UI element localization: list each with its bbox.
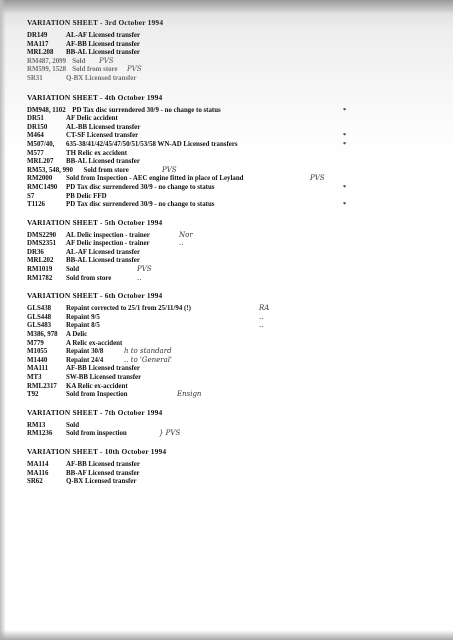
section-heading: VARIATION SHEET - 3rd October 1994 xyxy=(27,18,164,27)
handwritten-note: .. xyxy=(259,312,264,321)
vehicle-code: M779 xyxy=(27,339,44,347)
vehicle-code: DM948, 1102 xyxy=(27,106,66,114)
entry-description: Sold from store xyxy=(72,66,118,74)
entry-description: 635-38/41/42/45/47/50/51/53/58 WN-AD Licensed transfers xyxy=(66,140,238,148)
section-heading: VARIATION SHEET - 10th October 1994 xyxy=(27,446,167,456)
entry-row xyxy=(27,75,437,84)
entry-description: Sold from inspection xyxy=(66,430,127,438)
entry-row xyxy=(27,275,437,284)
entry-description: PD Tax disc surrendered 30/9 - no change to status xyxy=(66,183,215,191)
entry-row xyxy=(27,430,437,439)
scan-shadow-left xyxy=(0,0,6,640)
asterisk-mark: * xyxy=(343,183,347,191)
handwritten-note: .. xyxy=(179,239,184,248)
vehicle-code: T1126 xyxy=(27,201,45,209)
entry-row xyxy=(27,167,437,176)
vehicle-code: M464 xyxy=(27,132,44,140)
vehicle-code: DR149 xyxy=(27,32,48,39)
variation-sheet-section xyxy=(27,218,437,284)
entry-description: A Relic ex-accident xyxy=(66,339,123,347)
entry-row xyxy=(27,175,437,184)
entry-row xyxy=(27,374,437,383)
vehicle-code: DR51 xyxy=(27,115,44,123)
handwritten-note: h to standard xyxy=(124,347,172,356)
entry-description: Sold xyxy=(66,266,80,274)
entry-description: AF-BB Licensed transfer xyxy=(66,460,140,468)
entry-description: BB-AL Licensed transfer xyxy=(66,158,140,166)
entry-description: SW-BB Licensed transfer xyxy=(66,374,142,381)
entry-description: AF-BB Licensed transfer xyxy=(66,365,140,373)
handwritten-note: PVS xyxy=(162,165,177,174)
entry-description: AL-AF Licensed transfer xyxy=(66,32,140,39)
handwritten-note: } PVS xyxy=(159,429,181,438)
vehicle-code: MA116 xyxy=(27,469,49,477)
vehicle-code: MA111 xyxy=(27,365,49,373)
entry-row xyxy=(27,66,437,75)
handwritten-note: .. xyxy=(137,273,142,282)
entry-row xyxy=(27,32,437,41)
vehicle-code: M1055 xyxy=(27,348,48,356)
variation-sheet-section xyxy=(27,291,437,400)
vehicle-code: MA117 xyxy=(27,40,49,48)
entry-description: Repaint 24/4 xyxy=(66,356,104,364)
entry-row xyxy=(27,115,437,124)
handwritten-note: PVS xyxy=(137,265,152,274)
vehicle-code: SR31 xyxy=(27,74,43,82)
scan-shadow-top xyxy=(0,0,453,14)
entry-row xyxy=(27,478,437,487)
vehicle-code: M507/40, xyxy=(27,140,55,148)
entry-description: AL-AF Licensed transfer xyxy=(66,248,140,256)
entry-description: Repaint 8/5 xyxy=(66,322,100,330)
entry-row xyxy=(27,240,437,249)
entry-row xyxy=(27,266,437,275)
entry-description: AF-BB Licensed transfer xyxy=(66,40,140,48)
entry-description: BB-AL Licensed transfer xyxy=(66,257,140,265)
entry-row xyxy=(27,249,437,258)
asterisk-mark: * xyxy=(343,132,347,140)
handwritten-note: .. xyxy=(259,321,264,330)
variation-sheet-section xyxy=(27,408,437,439)
entry-description: BB-AL Licensed transfer xyxy=(66,49,140,57)
entry-row xyxy=(27,49,437,58)
entry-row xyxy=(27,470,437,479)
vehicle-code: RM1236 xyxy=(27,430,53,438)
entry-row xyxy=(27,41,437,50)
entry-row xyxy=(27,383,437,392)
variation-sheets xyxy=(27,18,437,495)
entry-description: AF Delic inspection - trainer xyxy=(66,240,150,248)
vehicle-code: M386, 978 xyxy=(27,331,58,339)
entry-row xyxy=(27,201,437,210)
asterisk-mark: * xyxy=(343,140,347,148)
entry-row xyxy=(27,58,437,67)
entry-row xyxy=(27,305,437,314)
entry-row xyxy=(27,257,437,266)
vehicle-code: RM53, 548, 990 xyxy=(27,166,73,174)
entry-row xyxy=(27,132,437,141)
handwritten-note: PVS xyxy=(310,174,325,183)
handwritten-note: PVS xyxy=(99,56,114,65)
entry-description: Repaint corrected to 25/1 from 25/11/94 (!) xyxy=(66,305,191,313)
entry-description: PD Tax disc surrendered 30/9 - no change to status xyxy=(72,106,221,114)
entry-description: Sold from Inspection - AEC engine fitted in place of Leyland xyxy=(66,175,244,183)
entry-row xyxy=(27,124,437,133)
entry-description: Q-BX Licensed transfer xyxy=(66,478,137,486)
entry-description: PD Tax disc surrendered 30/9 - no change to status xyxy=(66,201,215,209)
entry-description: PB Delic FFD xyxy=(66,192,107,200)
vehicle-code: RM13 xyxy=(27,421,46,429)
handwritten-note: Ensign xyxy=(177,390,202,399)
entry-row xyxy=(27,314,437,323)
variation-sheet-section xyxy=(27,18,437,84)
entry-row xyxy=(27,422,437,431)
entry-row xyxy=(27,107,437,116)
vehicle-code: GLS448 xyxy=(27,313,52,321)
entry-description: Sold xyxy=(66,421,80,429)
entry-row xyxy=(27,357,437,366)
vehicle-code: MT3 xyxy=(27,374,42,381)
vehicle-code: DR36 xyxy=(27,248,44,256)
entry-description: A Delic xyxy=(66,331,88,339)
section-heading: VARIATION SHEET - 5th October 1994 xyxy=(27,217,163,227)
entry-description: Sold from store xyxy=(83,166,129,174)
section-heading: VARIATION SHEET - 6th October 1994 xyxy=(27,291,163,301)
entry-description: CT-SF Licensed transfer xyxy=(66,132,139,140)
entry-row xyxy=(27,150,437,159)
entry-row xyxy=(27,461,437,470)
vehicle-code: MRL208 xyxy=(27,49,54,57)
entry-row xyxy=(27,158,437,167)
section-heading: VARIATION SHEET - 7th October 1994 xyxy=(27,407,163,417)
entry-row xyxy=(27,184,437,193)
entry-row xyxy=(27,365,437,374)
entry-description: TH Relic ex accident xyxy=(66,149,128,157)
vehicle-code: RMC1490 xyxy=(27,183,58,191)
handwritten-note: PVS xyxy=(127,65,142,74)
entry-description: KA Relic ex-accident xyxy=(66,382,128,390)
entry-row xyxy=(27,141,437,150)
entry-row xyxy=(27,348,437,357)
entry-description: Sold from Inspection xyxy=(66,391,128,399)
entry-description: BB-AF Licensed transfer xyxy=(66,469,140,477)
entry-description: AL-BB Licensed transfer xyxy=(66,123,141,131)
entry-description: AL Delic inspection - trainer xyxy=(66,231,150,239)
vehicle-code: GLS438 xyxy=(27,305,52,313)
vehicle-code: MRL207 xyxy=(27,158,54,166)
section-heading: VARIATION SHEET - 4th October 1994 xyxy=(27,92,163,102)
vehicle-code: RML2317 xyxy=(27,382,57,390)
entry-row xyxy=(27,322,437,331)
variation-sheet-section xyxy=(27,447,437,487)
entry-description: Sold xyxy=(72,57,86,65)
entry-row xyxy=(27,340,437,349)
entry-row xyxy=(27,331,437,340)
entry-row xyxy=(27,391,437,400)
variation-sheet-section xyxy=(27,93,437,210)
vehicle-code: RM599, 1528 xyxy=(27,66,67,74)
entry-description: Q-BX Licensed transfer xyxy=(66,74,137,82)
handwritten-note: .. to 'General' xyxy=(124,355,172,364)
asterisk-mark: * xyxy=(343,201,347,209)
vehicle-code: T92 xyxy=(27,391,39,399)
vehicle-code: M1440 xyxy=(27,356,48,364)
vehicle-code: DR150 xyxy=(27,123,48,131)
entry-description: Repaint 9/5 xyxy=(66,313,100,321)
scan-shadow-bottom xyxy=(0,630,453,640)
vehicle-code: RM2000 xyxy=(27,175,53,183)
vehicle-code: RM1019 xyxy=(27,266,53,274)
vehicle-code: DMS2351 xyxy=(27,240,57,248)
entry-description: Repaint 30/8 xyxy=(66,348,104,356)
vehicle-code: RM487, 2099 xyxy=(27,57,67,65)
handwritten-note: RA xyxy=(259,304,270,313)
vehicle-code: SR62 xyxy=(27,478,43,486)
vehicle-code: GLS483 xyxy=(27,322,52,330)
vehicle-code: RM1782 xyxy=(27,274,53,282)
vehicle-code: MRL202 xyxy=(27,257,54,265)
entry-row xyxy=(27,232,437,241)
entry-row xyxy=(27,193,437,202)
entry-description: AF Delic accident xyxy=(66,115,118,123)
entry-description: Sold from store xyxy=(66,274,112,282)
vehicle-code: S7 xyxy=(27,192,35,200)
handwritten-note: Nor xyxy=(179,230,193,239)
vehicle-code: MA114 xyxy=(27,460,49,468)
vehicle-code: DMS2290 xyxy=(27,231,57,239)
asterisk-mark: * xyxy=(343,106,347,114)
vehicle-code: M577 xyxy=(27,149,44,157)
